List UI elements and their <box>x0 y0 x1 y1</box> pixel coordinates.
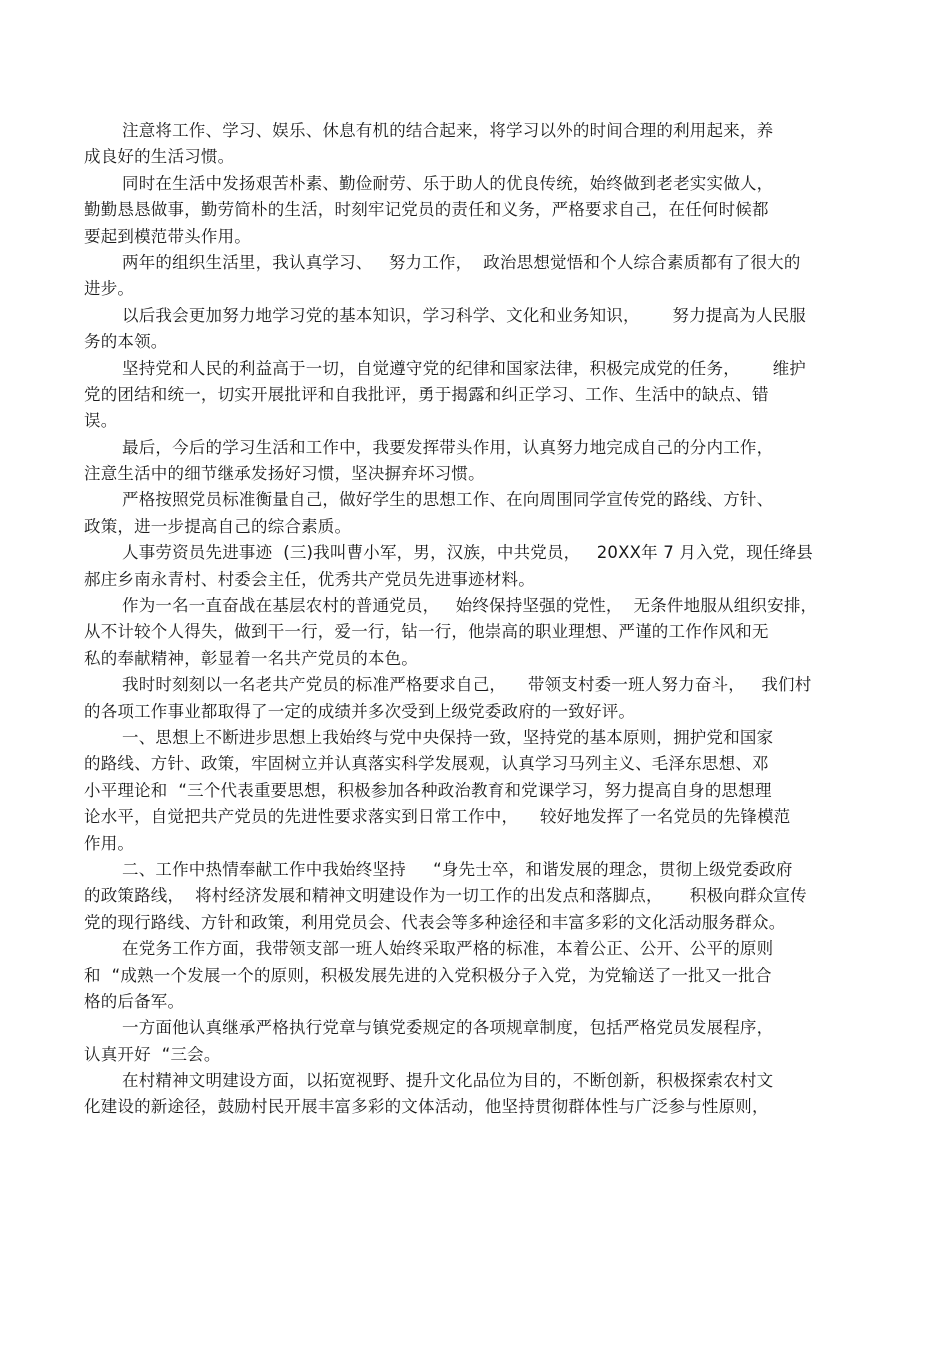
text-line: 作为一名一直奋战在基层农村的普通党员， 始终保持坚强的党性， 无条件地服从组织安排， <box>122 596 818 616</box>
document-body <box>84 118 874 1121</box>
text-line: 两年的组织生活里，我认真学习、 努力工作， 政治思想觉悟和个人综合素质都有了很大的 <box>122 252 801 272</box>
text-line: 一方面他认真继承严格执行党章与镇党委规定的各项规章制度，包括严格党员发展程序， <box>122 1018 774 1038</box>
text-line: 成良好的生活习惯。 <box>84 147 235 167</box>
paragraph <box>84 725 874 857</box>
paragraph <box>84 1068 874 1121</box>
text-line: 二、工作中热情奉献工作中我始终坚持 “身先士卒，和谐发展的理念，贯彻上级党委政府 <box>122 859 793 879</box>
paragraph <box>84 593 874 672</box>
paragraph <box>84 250 874 303</box>
text-line: 私的奉献精神，彰显着一名共产党员的本色。 <box>84 648 418 668</box>
paragraph <box>84 435 874 488</box>
text-line: 论水平，自觉把共产党员的先进性要求落实到日常工作中， 较好地发挥了一名党员的先锋模范 <box>84 807 791 827</box>
text-line: 注意将工作、学习、娱乐、休息有机的结合起来，将学习以外的时间合理的利用起来，养 <box>122 121 774 140</box>
text-line: 最后，今后的学习生活和工作中，我要发挥带头作用，认真努力地完成自己的分内工作， <box>122 437 774 457</box>
paragraph <box>84 118 874 171</box>
text-line: 作用。 <box>84 833 135 853</box>
text-line: 政策，进一步提高自己的综合素质。 <box>84 516 352 536</box>
text-line: 党的现行路线、方针和政策，利用党员会、代表会等多种途径和丰富多彩的文化活动服务群众。 <box>84 912 786 932</box>
text-line: 要起到模范带头作用。 <box>84 226 251 246</box>
text-line: 的各项工作事业都取得了一定的成绩并多次受到上级党委政府的一致好评。 <box>84 701 636 721</box>
text-line: 的政策路线， 将村经济发展和精神文明建设作为一切工作的出发点和落脚点， 积极向群众宣传 <box>84 886 807 906</box>
text-line: 误。 <box>84 411 118 431</box>
text-line: 郝庄乡南永青村、村委会主任，优秀共产党员先进事迹材料。 <box>84 569 535 589</box>
text-line: 勤勤恳恳做事，勤劳简朴的生活，时刻牢记党员的责任和义务，严格要求自己，在任何时候都 <box>84 200 769 220</box>
text-line: 的路线、方针、政策，牢固树立并认真落实科学发展观，认真学习马列主义、毛泽东思想、邓 <box>84 754 769 774</box>
text-line: 注意生活中的细节继承发扬好习惯，坚决摒弃坏习惯。 <box>84 464 485 484</box>
paragraph <box>84 857 874 936</box>
text-line: 以后我会更加努力地学习党的基本知识，学习科学、文化和业务知识， 努力提高为人民服 <box>122 305 806 325</box>
paragraph <box>84 171 874 250</box>
text-line: 从不计较个人得失，做到干一行，爱一行，钻一行，他崇高的职业理想、严谨的工作作风和无 <box>84 622 769 642</box>
text-line: 格的后备军。 <box>84 991 185 1011</box>
text-line: 一、思想上不断进步思想上我始终与党中央保持一致，坚持党的基本原则，拥护党和国家 <box>122 727 774 747</box>
paragraph <box>84 540 874 593</box>
text-line: 严格按照党员标准衡量自己，做好学生的思想工作、在向周围同学宣传党的路线、方针、 <box>122 490 774 510</box>
paragraph <box>84 672 874 725</box>
text-line: 同时在生活中发扬艰苦朴素、勤俭耐劳、乐于助人的优良传统，始终做到老老实实做人， <box>122 173 774 193</box>
text-line: 我时时刻刻以一名老共产党员的标准严格要求自己， 带领支村委一班人努力奋斗， 我们村 <box>122 675 812 695</box>
text-line: 在村精神文明建设方面，以拓宽视野、提升文化品位为目的，不断创新，积极探索农村文 <box>122 1071 774 1091</box>
text-line: 在党务工作方面，我带领支部一班人始终采取严格的标准，本着公正、公开、公平的原则 <box>122 939 774 959</box>
text-line: 化建设的新途径，鼓励村民开展丰富多彩的文体活动，他坚持贯彻群体性与广泛参与性原则， <box>84 1097 769 1117</box>
paragraph <box>84 303 874 356</box>
text-line: 党的团结和统一，切实开展批评和自我批评，勇于揭露和纠正学习、工作、生活中的缺点、错 <box>84 384 769 404</box>
text-line: 人事劳资员先进事迹 (三)我叫曹小军，男，汉族，中共党员， 20XX年 7 月入党，现任绛县 <box>122 543 813 563</box>
paragraph <box>84 356 874 435</box>
paragraph <box>84 1015 874 1068</box>
text-line: 坚持党和人民的利益高于一切，自觉遵守党的纪律和国家法律，积极完成党的任务， 维护 <box>122 358 806 378</box>
text-line: 认真开好 “三会。 <box>84 1044 221 1064</box>
text-line: 和 “成熟一个发展一个的原则，积极发展先进的入党积极分子入党，为党输送了一批又一批合 <box>84 965 772 985</box>
paragraph <box>84 936 874 1015</box>
text-line: 小平理论和 “三个代表重要思想，积极参加各种政治教育和党课学习，努力提高自身的思想理 <box>84 780 772 800</box>
paragraph <box>84 487 874 540</box>
text-line: 务的本领。 <box>84 332 168 352</box>
text-line: 进步。 <box>84 279 135 299</box>
